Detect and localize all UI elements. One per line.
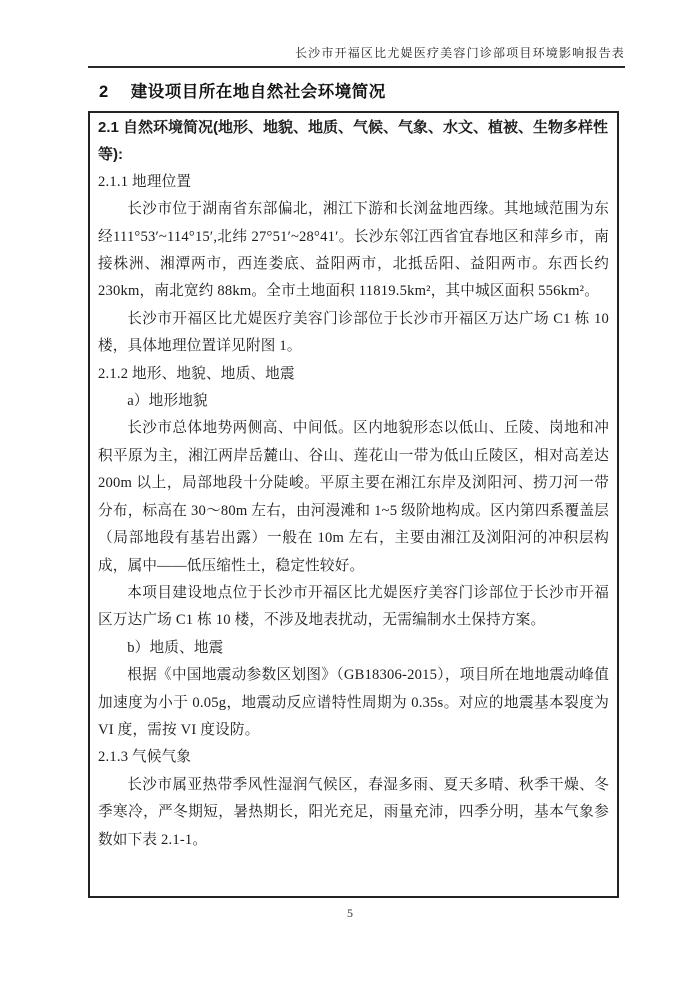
paragraph: 长沙市属亚热带季风性湿润气候区，春湿多雨、夏天多晴、秋季干燥、冬季寒冷，严冬期短，暑热期长，阳光充足，雨量充沛，四季分明，基本气象参数如下表 2.1-1。 [98,776,609,848]
section-heading-2-1: 2.1 自然环境简况(地形、地貌、地质、气候、气象、水文、植被、生物多样性等): [98,119,609,164]
header-rule [88,66,625,68]
subsection-heading-b: b）地质、地震 [127,639,224,656]
page-number: 5 [347,906,353,920]
content-box [88,111,619,898]
paragraph: 根据《中国地震动参数区划图》（GB18306-2015），项目所在地地震动峰值加速度为小于 0.05g，地震动反应谱特性周期为 0.35s。对应的地震基本裂度为 VI 度，需按 VI 度设防。 [98,667,609,738]
running-header: 长沙市开福区比尤媞医疗美容门诊部项目环境影响报告表 [294,46,625,60]
paragraph: 长沙市位于湖南省东部偏北，湘江下游和长浏盆地西缘。其地域范围为东经111°53′~114°15′,北纬 27°51′~28°41′。长沙东邻江西省宜春地区和萍乡市，南接株洲、湘潭两市，西连娄底、益阳两市，北抵岳阳、益阳两市。东西长约 230km，南北宽约 88km。全市土地面积 11819.5km²，其中城区面积 556km²。 [98,201,609,300]
section-heading-2-1-1: 2.1.1 地理位置 [98,173,192,190]
paragraph: 长沙市开福区比尤媞医疗美容门诊部位于长沙市开福区万达广场 C1 栋 10 楼，具体地理位置详见附图 1。 [98,310,609,355]
paragraph: 长沙市总体地势两侧高、中间低。区内地貌形态以低山、丘陵、岗地和冲积平原为主，湘江两岸岳麓山、谷山、莲花山一带为低山丘陵区，相对高差达 200m 以上，局部地段十分陡峻。平原主要在湘江东岸及浏阳河、捞刀河一带分布，标高在 30～80m 左右，由河漫滩和 1~5 级阶地构成。区内第四系覆盖层（局部地段有基岩出露）一般在 10m 左右，主要由湘江及浏阳河的冲积层构成，属中——低压缩性土，稳定性较好。 [98,420,609,574]
chapter-heading [99,78,386,102]
subsection-heading-a: a）地形地貌 [127,393,208,410]
paragraph: 本项目建设地点位于长沙市开福区比尤媞医疗美容门诊部位于长沙市开福区万达广场 C1 栋 10 楼，不涉及地表扰动，无需编制水土保持方案。 [98,584,609,629]
section-heading-2-1-2: 2.1.2 地形、地貌、地质、地震 [98,365,295,382]
section-heading-2-1-3: 2.1.3 气候气象 [98,749,192,766]
chapter-number: 2 [99,83,109,101]
chapter-title: 建设项目所在地自然社会环境简况 [130,83,386,101]
